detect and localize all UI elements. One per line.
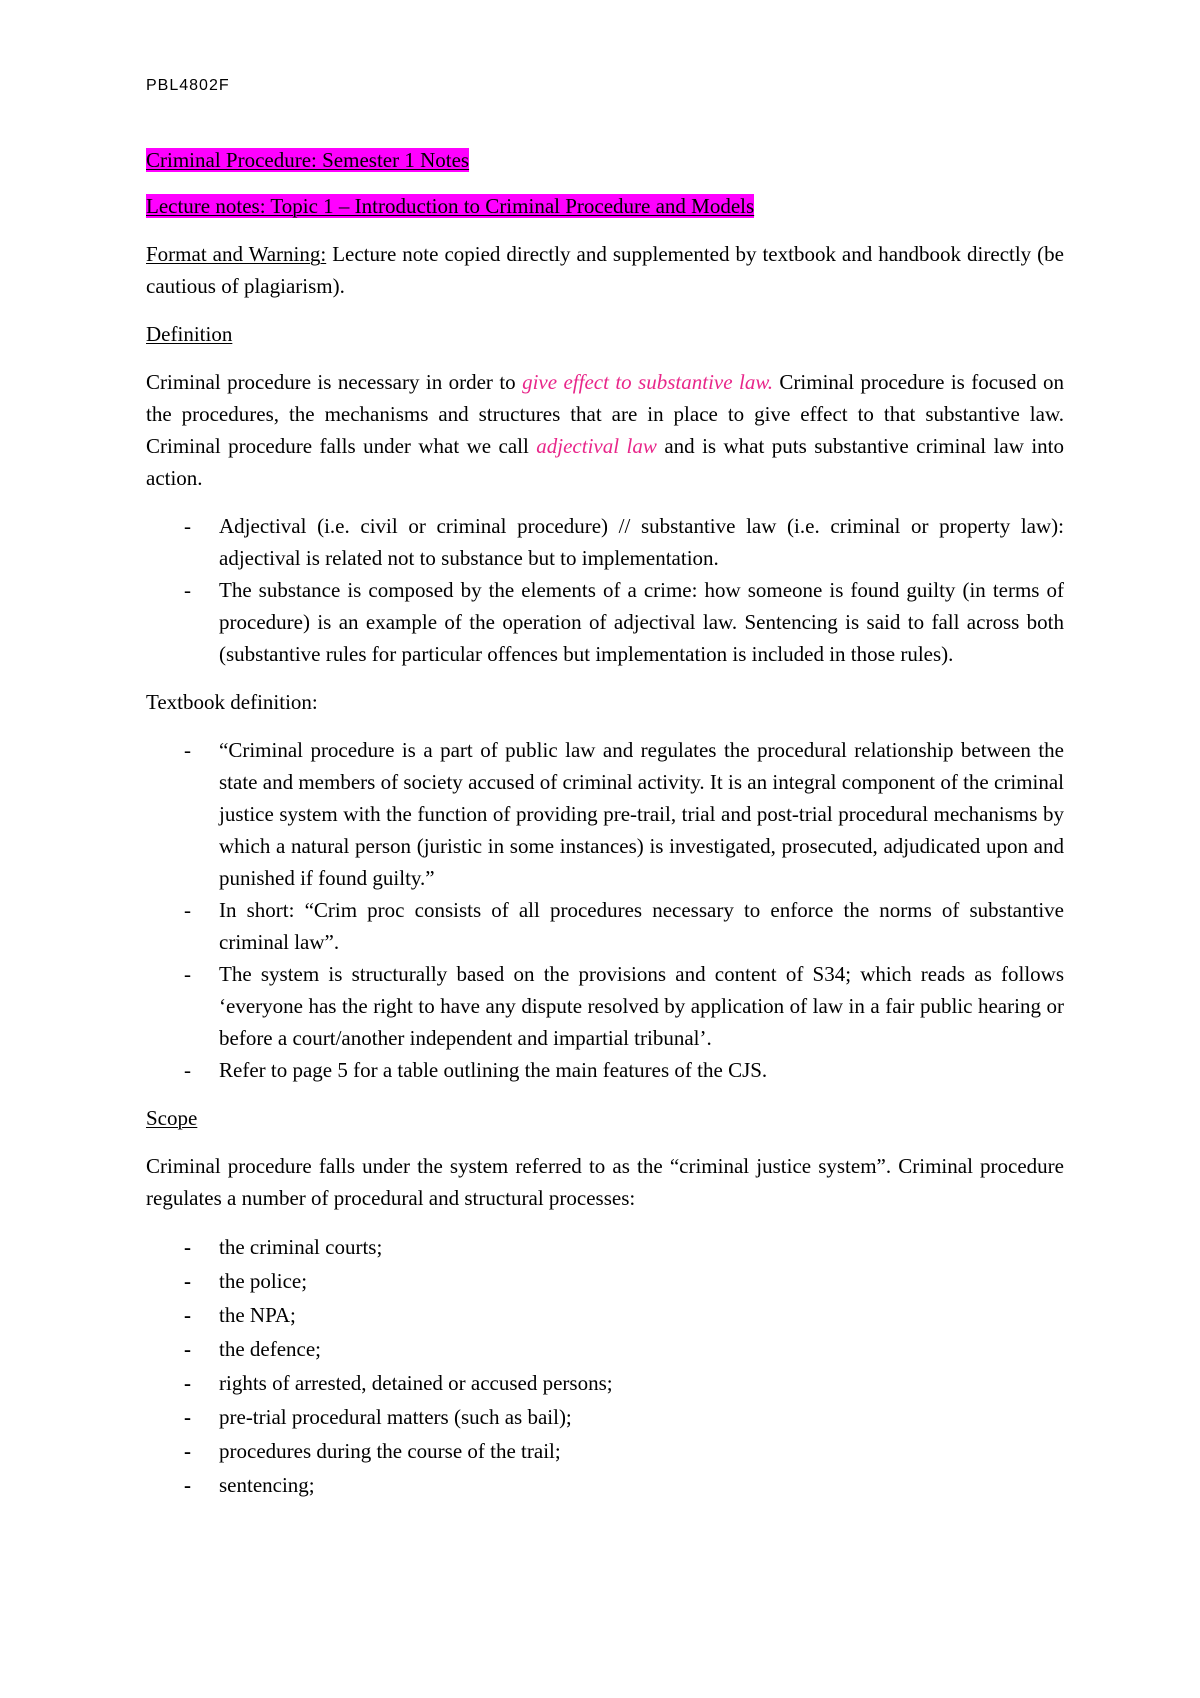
textbook-heading: Textbook definition:: [146, 690, 318, 714]
list-item: - the police;: [146, 1264, 1064, 1298]
format-warning-paragraph: [146, 238, 1064, 302]
list-item: - The system is structurally based on the provisions and content of S34; which reads as follows ‘everyone has the right to have any dispute resolved by application of law in a fair public hearing or before a court/another independent and impartial tribunal’.: [146, 958, 1064, 1054]
document-body: [146, 144, 1064, 1502]
course-code: PBL4802F: [146, 77, 230, 94]
scope-heading-text: Scope: [146, 1106, 198, 1130]
lecture-title-text: Lecture notes: Topic 1 – Introduction to Criminal Procedure and Models: [146, 194, 755, 218]
list-item: - the criminal courts;: [146, 1230, 1064, 1264]
list-item: - the defence;: [146, 1332, 1064, 1366]
list-item: - The substance is composed by the elements of a crime: how someone is found guilty (in terms of procedure) is an example of the operation of adjectival law. Sentencing is said to fall across both (substantive rules for particular offences but implementation is included in those rules).: [146, 574, 1064, 670]
notes-title: [146, 144, 1064, 176]
notes-title-text: Criminal Procedure: Semester 1 Notes: [146, 148, 470, 172]
list-item: - rights of arrested, detained or accused persons;: [146, 1366, 1064, 1400]
definition-paragraph: [146, 366, 1064, 494]
format-warning-text: Lecture note copied directly and supplemented by textbook and handbook directly (be cautious of plagiarism).: [146, 242, 1064, 298]
definition-emphasis-1: give effect to substantive law.: [522, 370, 774, 394]
scope-heading: [146, 1102, 1064, 1134]
list-item: - Refer to page 5 for a table outlining the main features of the CJS.: [146, 1054, 1064, 1086]
list-item: - the NPA;: [146, 1298, 1064, 1332]
list-item: - Adjectival (i.e. civil or criminal procedure) // substantive law (i.e. criminal or property law): adjectival is related not to substance but to implementation.: [146, 510, 1064, 574]
definition-emphasis-2: adjectival law: [536, 434, 657, 458]
definition-text-2: Criminal procedure is focused on the procedures, the mechanisms and structures that are in place to give effect to that substantive law. Criminal procedure falls under what we call: [146, 370, 1064, 458]
list-item: - procedures during the course of the trail;: [146, 1434, 1064, 1468]
format-warning-label: Format and Warning:: [146, 242, 327, 266]
definition-text-3: and is what puts substantive criminal law into action.: [146, 434, 1064, 490]
lecture-title: [146, 190, 1064, 222]
list-item: - “Criminal procedure is a part of public law and regulates the procedural relationship between the state and members of society accused of criminal activity. It is an integral component of the criminal justice system with the function of providing pre-trail, trial and post-trial procedural mechanisms by which a natural person (juristic in some instances) is investigated, prosecuted, adjudicated upon and punished if found guilty.”: [146, 734, 1064, 894]
definition-bullet-list: [146, 510, 1064, 670]
list-item: - In short: “Crim proc consists of all procedures necessary to enforce the norms of substantive criminal law”.: [146, 894, 1064, 958]
textbook-bullet-list: [146, 734, 1064, 1086]
definition-heading: [146, 318, 1064, 350]
definition-text-1: Criminal procedure is necessary in order to: [146, 370, 523, 394]
list-item: - pre-trial procedural matters (such as bail);: [146, 1400, 1064, 1434]
list-item: - sentencing;: [146, 1468, 1064, 1502]
scope-paragraph: Criminal procedure falls under the system referred to as the “criminal justice system”. Criminal procedure regulates a number of procedural and structural processes:: [146, 1154, 1064, 1210]
scope-list: [146, 1230, 1064, 1502]
definition-heading-text: Definition: [146, 322, 233, 346]
